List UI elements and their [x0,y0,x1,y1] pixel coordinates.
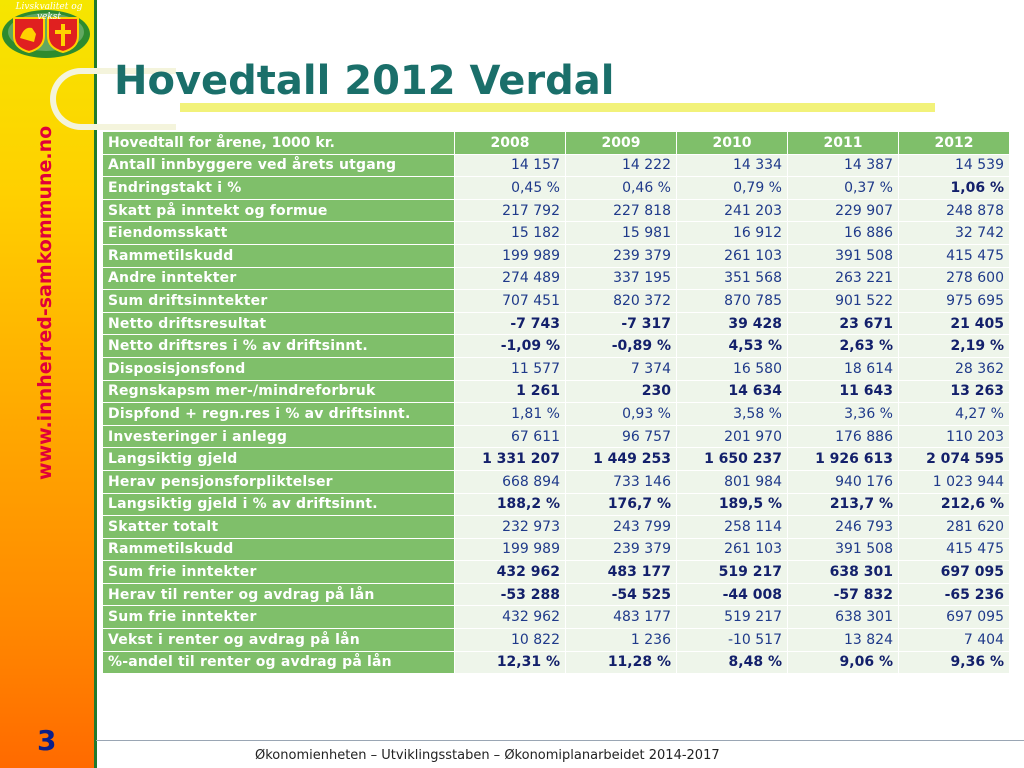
table-cell: 227 818 [566,199,677,222]
table-cell: 1 926 613 [788,448,899,471]
row-label: Herav til renter og avdrag på lån [103,583,455,606]
row-label: Skatt på inntekt og formue [103,199,455,222]
table-cell: 176 886 [788,425,899,448]
table-row [103,493,1010,516]
table-cell: 16 886 [788,222,899,245]
page-title: Hovedtall 2012 Verdal [114,58,615,104]
table-cell: 21 405 [899,312,1010,335]
table-row [103,538,1010,561]
shield-logo [0,0,94,62]
table-cell: 13 824 [788,629,899,652]
row-label: Herav pensjonsforpliktelser [103,470,455,493]
table-cell: 278 600 [899,267,1010,290]
table-cell: 1 023 944 [899,470,1010,493]
row-label: Rammetilskudd [103,538,455,561]
row-label: Netto driftsres i % av driftsinnt. [103,335,455,358]
table-cell: -1,09 % [455,335,566,358]
table-cell: 483 177 [566,561,677,584]
table-cell: 7 374 [566,357,677,380]
table-cell: 258 114 [677,516,788,539]
table-cell: 15 182 [455,222,566,245]
table-cell: 11 643 [788,380,899,403]
table-cell: 668 894 [455,470,566,493]
row-label: Sum frie inntekter [103,606,455,629]
table-cell: 281 620 [899,516,1010,539]
table-cell: 14 539 [899,154,1010,177]
table-cell: 110 203 [899,425,1010,448]
table-cell: 189,5 % [677,493,788,516]
table-cell: 707 451 [455,290,566,313]
row-label: Langsiktig gjeld [103,448,455,471]
table-cell: 67 611 [455,425,566,448]
table-row [103,222,1010,245]
table-cell: 28 362 [899,357,1010,380]
table-header-row [103,132,1010,155]
table-cell: 351 568 [677,267,788,290]
table-cell: -7 743 [455,312,566,335]
table-cell: 261 103 [677,538,788,561]
table-row [103,561,1010,584]
table-cell: 188,2 % [455,493,566,516]
table-cell: 14 157 [455,154,566,177]
logo-motto: Livskvalitet og vekst [15,2,83,22]
table-cell: 4,27 % [899,403,1010,426]
table-cell: 212,6 % [899,493,1010,516]
table-cell: 3,58 % [677,403,788,426]
table-cell: 2,19 % [899,335,1010,358]
year-header: 2008 [455,132,566,155]
table-cell: 199 989 [455,538,566,561]
row-label: Disposisjonsfond [103,357,455,380]
row-label: Antall innbyggere ved årets utgang [103,154,455,177]
table-cell: 230 [566,380,677,403]
table-cell: -53 288 [455,583,566,606]
table-cell: 7 404 [899,629,1010,652]
footer-divider [96,740,1024,741]
key-figures-table [102,131,1010,674]
table-cell: 18 614 [788,357,899,380]
side-url-text[interactable]: www.innherred-samkommune.no [34,125,56,480]
table-row [103,448,1010,471]
table-cell: -0,89 % [566,335,677,358]
row-label: Sum frie inntekter [103,561,455,584]
table-cell: 1 449 253 [566,448,677,471]
table-cell: 229 907 [788,199,899,222]
table-cell: 519 217 [677,561,788,584]
table-cell: 0,79 % [677,177,788,200]
table-cell: 0,37 % [788,177,899,200]
table-cell: 274 489 [455,267,566,290]
table-cell: 248 878 [899,199,1010,222]
table-cell: 1,06 % [899,177,1010,200]
table-cell: 96 757 [566,425,677,448]
table-cell: 14 634 [677,380,788,403]
table-cell: 432 962 [455,561,566,584]
table-row [103,651,1010,674]
table-cell: 1 331 207 [455,448,566,471]
table-cell: 11,28 % [566,651,677,674]
table-cell: 217 792 [455,199,566,222]
table-cell: 0,93 % [566,403,677,426]
table-row [103,154,1010,177]
table-cell: 8,48 % [677,651,788,674]
table-cell: -7 317 [566,312,677,335]
year-header: 2009 [566,132,677,155]
table-cell: 415 475 [899,538,1010,561]
footer-text: Økonomienheten – Utviklingsstaben – Økonomiplanarbeidet 2014-2017 [255,748,720,763]
year-header: 2011 [788,132,899,155]
table-row [103,357,1010,380]
table-cell: 241 203 [677,199,788,222]
table-cell: 14 387 [788,154,899,177]
table-cell: -54 525 [566,583,677,606]
row-label: Langsiktig gjeld i % av driftsinnt. [103,493,455,516]
table-cell: 801 984 [677,470,788,493]
table-cell: 638 301 [788,606,899,629]
table-cell: 263 221 [788,267,899,290]
table-cell: 232 973 [455,516,566,539]
table-cell: 870 785 [677,290,788,313]
table-cell: 901 522 [788,290,899,313]
table-cell: -65 236 [899,583,1010,606]
table-cell: 0,45 % [455,177,566,200]
table-row [103,244,1010,267]
table-cell: 1 261 [455,380,566,403]
table-cell: 201 970 [677,425,788,448]
table-row [103,312,1010,335]
row-label: Rammetilskudd [103,244,455,267]
row-label: Regnskapsm mer-/mindreforbruk [103,380,455,403]
table-row [103,516,1010,539]
table-row [103,267,1010,290]
row-label: Eiendomsskatt [103,222,455,245]
table-cell: 12,31 % [455,651,566,674]
table-cell: 14 222 [566,154,677,177]
row-label: Andre inntekter [103,267,455,290]
table-cell: 32 742 [899,222,1010,245]
page-number: 3 [37,724,57,757]
table-row [103,290,1010,313]
table-row [103,199,1010,222]
table-cell: 697 095 [899,606,1010,629]
table-cell: 9,36 % [899,651,1010,674]
table-cell: 820 372 [566,290,677,313]
table-cell: -57 832 [788,583,899,606]
table-cell: 16 580 [677,357,788,380]
table-cell: 15 981 [566,222,677,245]
row-label: Netto driftsresultat [103,312,455,335]
table-cell: 432 962 [455,606,566,629]
table-cell: 39 428 [677,312,788,335]
table-cell: 13 263 [899,380,1010,403]
row-label: Endringstakt i % [103,177,455,200]
table-cell: 14 334 [677,154,788,177]
year-header: 2010 [677,132,788,155]
table-cell: 483 177 [566,606,677,629]
row-label: Vekst i renter og avdrag på lån [103,629,455,652]
table-cell: 697 095 [899,561,1010,584]
table-cell: 16 912 [677,222,788,245]
table-row [103,470,1010,493]
table-cell: 1 650 237 [677,448,788,471]
table-row [103,335,1010,358]
table-row [103,629,1010,652]
table-cell: 9,06 % [788,651,899,674]
table-cell: -44 008 [677,583,788,606]
table-cell: 337 195 [566,267,677,290]
table-row [103,425,1010,448]
table-cell: 239 379 [566,244,677,267]
table-cell: 415 475 [899,244,1010,267]
table-row [103,177,1010,200]
table-cell: 391 508 [788,538,899,561]
table-cell: 10 822 [455,629,566,652]
table-row [103,380,1010,403]
table-cell: 23 671 [788,312,899,335]
table-cell: 3,36 % [788,403,899,426]
table-cell: 4,53 % [677,335,788,358]
row-label: %-andel til renter og avdrag på lån [103,651,455,674]
row-label: Dispfond + regn.res i % av driftsinnt. [103,403,455,426]
table-cell: 519 217 [677,606,788,629]
table-cell: 975 695 [899,290,1010,313]
table-cell: 733 146 [566,470,677,493]
table-cell: 239 379 [566,538,677,561]
table-row [103,403,1010,426]
table-cell: 638 301 [788,561,899,584]
table-cell: 199 989 [455,244,566,267]
table-cell: 1,81 % [455,403,566,426]
row-label: Sum driftsinntekter [103,290,455,313]
table-cell: 176,7 % [566,493,677,516]
table-cell: 261 103 [677,244,788,267]
year-header: 2012 [899,132,1010,155]
table-cell: 243 799 [566,516,677,539]
table-cell: 246 793 [788,516,899,539]
table-cell: -10 517 [677,629,788,652]
table-cell: 2,63 % [788,335,899,358]
row-label: Investeringer i anlegg [103,425,455,448]
table-cell: 11 577 [455,357,566,380]
table-cell: 0,46 % [566,177,677,200]
table-header-label: Hovedtall for årene, 1000 kr. [103,132,455,155]
table-row [103,583,1010,606]
table-cell: 940 176 [788,470,899,493]
row-label: Skatter totalt [103,516,455,539]
table-cell: 213,7 % [788,493,899,516]
table-cell: 1 236 [566,629,677,652]
table-row [103,606,1010,629]
table-cell: 2 074 595 [899,448,1010,471]
title-underline [180,103,935,112]
table-cell: 391 508 [788,244,899,267]
